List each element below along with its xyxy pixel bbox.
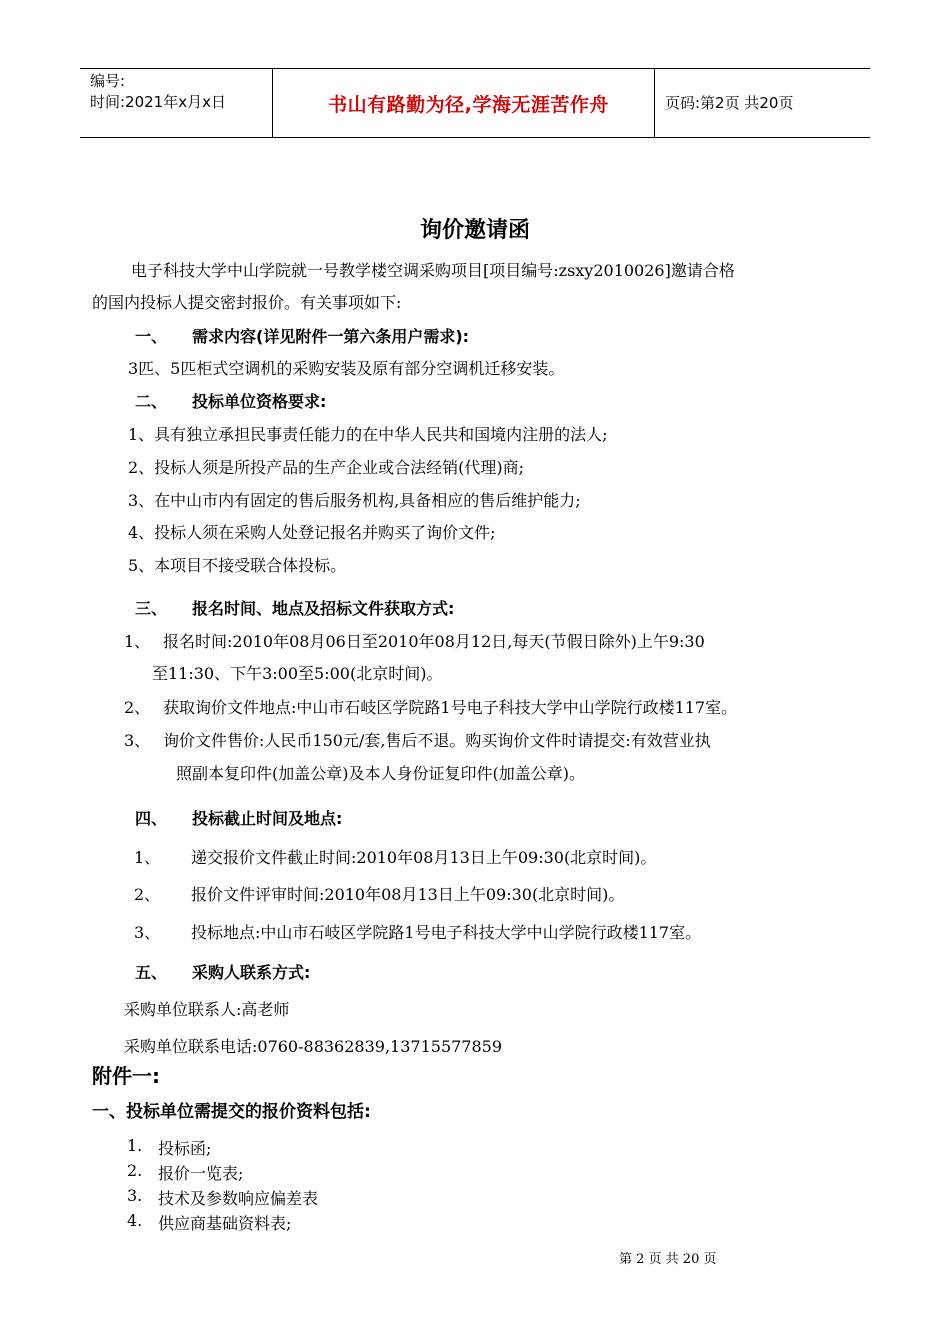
- list-number: 4.: [127, 1211, 143, 1230]
- section-heading: 采购人联系方式:: [192, 963, 311, 982]
- section-number: 三、: [135, 599, 168, 618]
- section-heading: 投标单位资格要求:: [192, 392, 327, 411]
- time-label: 时间:2021年x月x日: [90, 93, 226, 111]
- contact-phone: 采购单位联系电话:0760-88362839,13715577859: [124, 1037, 503, 1056]
- document-title: 询价邀请函: [419, 218, 530, 243]
- list-item-continued: 至11:30、下午3:00至5:00(北京时间)。: [152, 664, 443, 683]
- header-meta: [90, 71, 226, 113]
- list-item: 询价文件售价:人民币150元/套,售后不退。购买询价文件时请提交:有效营业执: [163, 731, 711, 750]
- section-number: 五、: [135, 963, 168, 982]
- list-item: 2、投标人须是所投产品的生产企业或合法经销(代理)商;: [128, 458, 525, 477]
- page-footer: 第 2 页 共 20 页: [619, 1252, 717, 1267]
- list-number: 3、: [134, 923, 161, 942]
- list-item: 递交报价文件截止时间:2010年08月13日上午09:30(北京时间)。: [191, 848, 657, 867]
- section-heading: 报名时间、地点及招标文件获取方式:: [192, 599, 455, 618]
- list-number: 2.: [127, 1161, 143, 1180]
- list-number: 2、: [124, 698, 151, 717]
- list-number: 3、: [124, 731, 151, 750]
- list-item: 1、具有独立承担民事责任能力的在中华人民共和国境内注册的法人;: [128, 425, 608, 444]
- list-number: 1.: [127, 1136, 143, 1155]
- section-number: 四、: [135, 809, 168, 828]
- header-divider: [654, 69, 655, 137]
- list-item: 获取询价文件地点:中山市石岐区学院路1号电子科技大学中山学院行政楼117室。: [163, 698, 738, 717]
- list-number: 2、: [134, 885, 161, 904]
- section-number: 二、: [135, 392, 168, 411]
- section-number: 一、: [135, 327, 168, 346]
- header-page-label: 页码:第2页 共20页: [665, 94, 794, 112]
- list-item: 投标地点:中山市石岐区学院路1号电子科技大学中山学院行政楼117室。: [191, 923, 702, 942]
- list-item-continued: 照副本复印件(加盖公章)及本人身份证复印件(加盖公章)。: [176, 764, 585, 783]
- number-label: 编号:: [90, 72, 126, 90]
- page-header: [80, 68, 870, 138]
- list-item: 投标函;: [158, 1139, 212, 1158]
- list-number: 1、: [124, 632, 151, 651]
- header-motto: 书山有路勤为径,学海无涯苦作舟: [328, 93, 609, 116]
- list-item: 报价一览表;: [158, 1164, 244, 1183]
- list-item: 报名时间:2010年08月06日至2010年08月12日,每天(节假日除外)上午9:30: [163, 632, 705, 651]
- list-item: 供应商基础资料表;: [158, 1214, 292, 1233]
- intro-line: 的国内投标人提交密封报价。有关事项如下:: [92, 293, 402, 312]
- contact-person: 采购单位联系人:高老师: [124, 1000, 290, 1019]
- list-number: 3.: [127, 1186, 143, 1205]
- section-heading: 需求内容(详见附件一第六条用户需求):: [192, 327, 470, 346]
- list-item: 4、投标人须在采购人处登记报名并购买了询价文件;: [128, 523, 496, 542]
- appendix-subtitle: 一、投标单位需提交的报价资料包括:: [92, 1102, 371, 1122]
- list-number: 1、: [134, 848, 161, 867]
- list-item: 报价文件评审时间:2010年08月13日上午09:30(北京时间)。: [191, 885, 625, 904]
- section-body: 3匹、5匹柜式空调机的采购安装及原有部分空调机迁移安装。: [128, 359, 565, 378]
- list-item: 5、本项目不接受联合体投标。: [128, 556, 347, 575]
- list-item: 技术及参数响应偏差表: [158, 1189, 319, 1208]
- header-divider: [272, 69, 273, 137]
- intro-line: 电子科技大学中山学院就一号教学楼空调采购项目[项目编号:zsxy2010026]邀请合格: [131, 261, 735, 280]
- list-item: 3、在中山市内有固定的售后服务机构,具备相应的售后维护能力;: [128, 491, 581, 510]
- section-heading: 投标截止时间及地点:: [192, 809, 343, 828]
- appendix-title: 附件一:: [92, 1064, 160, 1088]
